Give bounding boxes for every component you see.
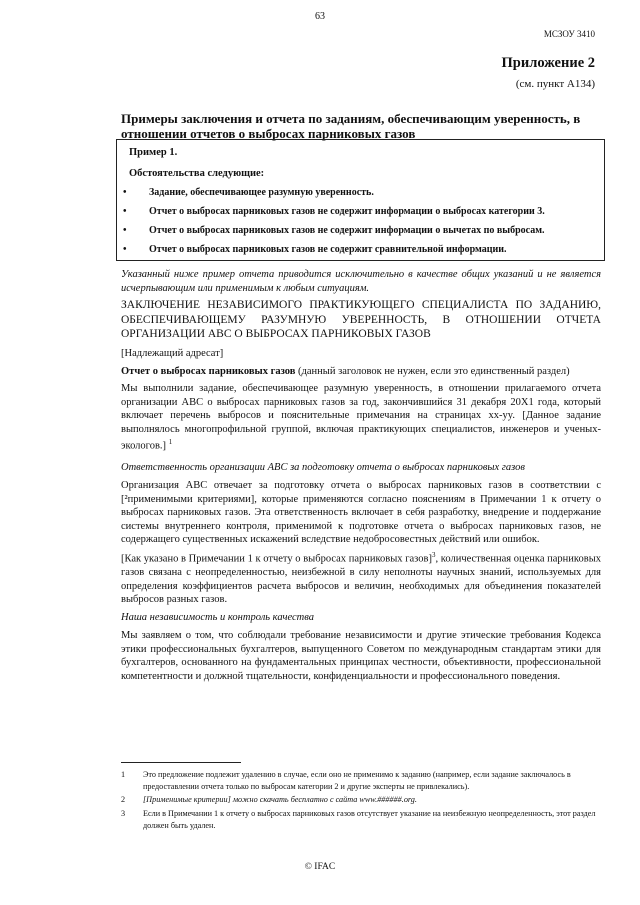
section-heading-independence: Наша независимость и контроль качества [121, 612, 314, 623]
footnote-text: Это предложение подлежит удалению в случае, если оно не применимо к заданию (например, если задание заключалось в предоставлении отчета только по выбросам категории 2 и другие эксперты не привлекались). [143, 770, 571, 791]
disclaimer-note: Указанный ниже пример отчета приводится исключительно в качестве общих указаний и не является исчерпывающим или применимым к любым ситуациям. [121, 269, 601, 294]
footnote-mark: 2 [121, 795, 126, 804]
report-title: ЗАКЛЮЧЕНИЕ НЕЗАВИСИМОГО ПРАКТИКУЮЩЕГО СПЕЦИАЛИСТА ПО ЗАДАНИЮ, ОБЕСПЕЧИВАЮЩЕМУ РАЗУМНУЮ УВЕРЕННОСТЬ, В ОТНОШЕНИИ ОТЧЕТА ОРГАНИЗАЦИИ ABC О ВЫБРОСАХ ПАРНИКОВЫХ ГАЗОВ [121, 299, 601, 340]
footnote [121, 808, 601, 831]
appendix-reference: (см. пункт A134) [515, 78, 595, 90]
footnote-mark: 1 [121, 770, 126, 779]
footnote-ref: 1 [168, 438, 173, 447]
title-line-1: Примеры заключения и отчета по заданиям, обеспечивающим уверенность, в [121, 111, 581, 126]
list-item: • Отчет о выбросах парниковых газов не содержит информации о вычетах по выбросам. [123, 225, 545, 236]
paragraph-independence: Мы заявляем о том, что соблюдали требование независимости и другие этические требования Кодекса этики профессиональных бухгалтеров, выпущенного Советом по международным стандартам этики для бухгалтеров, основанного на фундаментальных принципах честности, объективности, профессиональной компетентности и должной тщательности, конфиденциальности и профессионального поведения. [121, 630, 601, 682]
addressee: [Надлежащий адресат] [121, 348, 224, 359]
page-number: 63 [315, 11, 325, 22]
document-title [121, 111, 601, 141]
list-item: • Отчет о выбросах парниковых газов не содержит информации о выбросах категории 3. [123, 206, 545, 217]
appendix-heading: Приложение 2 [501, 55, 595, 71]
section-heading-responsibility: Ответственность организации ABC за подготовку отчета о выбросах парниковых газов [121, 462, 525, 473]
example-heading: Пример 1. [129, 147, 178, 158]
standard-code: МСЗОУ 3410 [543, 29, 595, 39]
footnote-divider [121, 762, 241, 763]
list-item: • Задание, обеспечивающее разумную уверенность. [123, 187, 374, 198]
paragraph-uncertainty: [Как указано в Примечании 1 к отчету о выбросах парниковых газов]$^3$, количественная оценка парниковых газов связана с неопределенностью, неизбежной в силу неполноты научных знаний, используемых для определения коэффициентов расчета выбросов и величин, необходимых для объединения показателей выбросов разных газов. [121, 551, 601, 606]
title-line-2: отношении отчетов о выбросах парниковых газов [121, 126, 416, 141]
circumstances-label: Обстоятельства следующие: [129, 168, 265, 179]
bullet-icon: • [123, 206, 127, 217]
paragraph-responsibility: Организация ABC отвечает за подготовку отчета о выбросах парниковых газов в соответствии с [²применимыми критериями], которые применяются согласно пояснениям в Примечании 1 к отчету о выбросах парниковых газов. Эта ответственность включает в себя разработку, внедрение и поддержание системы внутреннего контроля, применимой к подготовке отчета о выбросах парниковых газов, не содержащего существенных искажений вследствие недобросовестных действий или ошибок. [121, 480, 601, 546]
bullet-icon: • [123, 244, 127, 255]
footnote [121, 794, 601, 806]
example-box [116, 139, 605, 261]
footnote-ref: 3 [431, 551, 436, 559]
footnote-text: Если в Примечании 1 к отчету о выбросах парниковых газов отсутствует указание на неизбежную неопределенность, этот раздел должен быть удален. [143, 809, 596, 830]
paragraph-engagement: Мы выполнили задание, обеспечивающее разумную уверенность, в отношении прилагаемого отчета организации ABC о выбросах парниковых газов за год, закончившийся 31 декабря 20X1 года, который включает перечень выбросов и пояснительные примечания на страницах xx-yy. [Данное задание выполнялось многопрофильной группой, включая практикующих специалистов, инженеров и ученых-экологов.] $^1$ [121, 383, 601, 452]
bullet-icon: • [123, 225, 127, 236]
copyright-footer: © IFAC [304, 862, 336, 872]
footnote [121, 769, 601, 792]
footnote-mark: 3 [121, 809, 126, 818]
section-heading-report: Отчет о выбросах парниковых газов (данный заголовок не нужен, если это единственный раздел) [121, 366, 570, 377]
bullet-icon: • [123, 187, 127, 198]
footnote-text: [Применимые критерии] можно скачать бесплатно с сайта www.######.org. [143, 795, 417, 804]
list-item: • Отчет о выбросах парниковых газов не содержит сравнительной информации. [123, 244, 507, 255]
